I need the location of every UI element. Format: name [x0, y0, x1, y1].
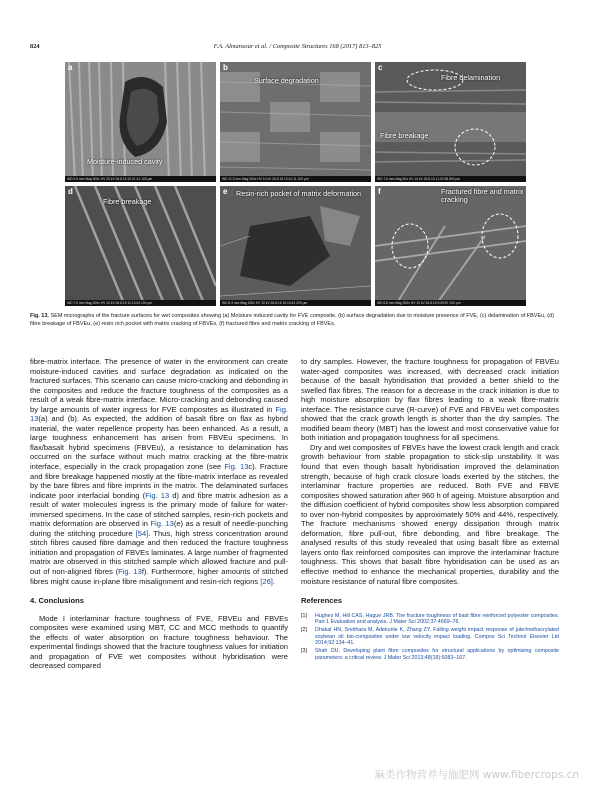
- panel-label: Resin-rich pocket of matrix deformation: [236, 189, 362, 198]
- reference-text[interactable]: Dhakal HN, Sreithara M, Adekunle K, Zhang ZY. Falling weight impact response of jute/methacrylated soybean oil bio-composites under low velocity impact loading. Compos Sci Technol Elsevier Ltd 2014;92:134–41.: [315, 627, 559, 647]
- section-heading: 4. Conclusions: [30, 596, 85, 606]
- caption-text: SEM micrographs of the fracture surfaces for wet composites showing (a) Moisture induced cavity for FVE composite, (b) surface degradation due to moisture presence of FVE, (c) delamination of FBVEu, (d) fibre breakage of FBVEu, (e) resin rich pocket with matrix cracking of FBVEs, (f) fractured fibre and matrix cracking of FBVEs.: [30, 313, 554, 327]
- figure-link[interactable]: Fig. 13: [30, 404, 288, 424]
- references-heading: References: [301, 596, 342, 606]
- citation-link[interactable]: [54]: [135, 528, 149, 538]
- reference-number: [1]: [301, 612, 307, 619]
- figure-link[interactable]: Fig. 13: [224, 462, 249, 472]
- text-run: (e) as a result of needle-punching during the stitching procedure: [30, 519, 288, 538]
- text-run: c). Fracture and fibre breakage happened mostly at the fibre-matrix interface as revealed by the bare fibres and fibre imprints in the matrix. The delaminated surfaces indicate poor interfacial bonding (: [30, 462, 288, 500]
- sem-info-bar: WD 8.4 mm Mag 150x HV 10 kV 26.8.15 10:10:41 200 μm: [220, 300, 371, 306]
- citation-link[interactable]: [26]: [260, 576, 273, 586]
- panel-letter: b: [223, 63, 228, 72]
- panel-label: Fibre breakage: [103, 197, 152, 206]
- sem-panel-f: [375, 186, 526, 306]
- panel-letter: c: [378, 63, 383, 72]
- body-paragraph: Mode I interlaminar fracture toughness of FVE, FBVEu and FBVEs composites were examined using MBT, CC and MCC methods to quantify the effects of water absorption on fracture toughness behaviour. The experimental findings showed that the fracture toughness values for initiation and propagation of FVE wet composites without hybridisation were decreased compared: [30, 613, 288, 671]
- text-run: d) and fibre matrix adhesion as a result of water molecules ingress is the primary mode of failure for water-immersed specimens. In the case of stitched samples, resin-rich pockets and matrix deformation are observed in: [30, 490, 288, 529]
- panel-label-secondary: Fibre breakage: [380, 131, 429, 140]
- reference-item[interactable]: [301, 613, 559, 626]
- panel-letter: f: [378, 187, 381, 196]
- caption-label: Fig. 13.: [30, 313, 49, 319]
- sem-panel-e: [220, 186, 371, 306]
- right-column: [301, 357, 559, 663]
- sem-image-e: [220, 186, 371, 306]
- reference-item[interactable]: [301, 648, 559, 661]
- text-run: .: [272, 576, 275, 586]
- references-list: [301, 613, 559, 662]
- running-title: F.A. Almansour et al. / Composite Structures 168 (2017) 813–825: [213, 43, 382, 50]
- panel-label: Fractured fibre and matrix cracking: [441, 187, 524, 205]
- text-run: fibre-matrix interface. The presence of water in the environment can create moisture-induced cavities and surface degradation as indicated on the fractured surfaces. This scenario can cause micro-cracking and debonding in the composites and reduce the fracture toughness of the composites as a result of a weak fibre-matrix interface. Micro-cracking and debonding caused by large amounts of water ingress for FVE composites as illustrated in: [30, 357, 288, 414]
- sem-info-bar: WD 7.6 mm Mag 50x HV 10 kV 26.8.15 11:00:38 800 μm: [375, 176, 526, 182]
- panel-label: Surface degradation: [254, 76, 319, 85]
- panel-letter: e: [223, 187, 228, 196]
- figure-13: [65, 62, 552, 308]
- sem-panel-a: [65, 62, 216, 182]
- text-run: f). Furthermore, higher amounts of stitched fibres might cause in-plane fibre misalignment and resin-rich regions: [30, 567, 288, 586]
- reference-number: [3]: [301, 648, 307, 655]
- page-number: 824: [30, 43, 40, 50]
- panel-label: Moisture-induced cavity: [87, 157, 163, 166]
- sem-panel-b: [220, 62, 371, 182]
- panel-label: Fibre delamination: [441, 73, 501, 82]
- reference-text[interactable]: Shah DU. Developing plant fibre composites for structural applications by optimising composite parameters: a critical review. J Mater Sci 2013;48(18):6083–107.: [315, 648, 559, 661]
- body-paragraph: Dry and wet composites of FBVEs have the lowest crack length and crack growth behaviour from stable propagation to stick-slip unstability. It was found that even though basalt hybridisation improved the delamination strength, because of high crack closure loads exerted by the stitches, the interlaminar fracture properties are reduced. Both FVE and FBVE composites showed saturation after 960 h of ageing. Moisture absorption and the diffusion coefficient of hybrid composites show less absorption compared to over non-hybrid composites by approximately 50% and 44%, respectively. The fracture mechanisms showed energy dissipation through matrix deformation, fibre pull-out, fibre debonding, and fibre breakage. The analysed results of this study revealed that using basalt fibre as external layers onto flax reinforced composites can improve the interlaminar fracture toughness. This shows that basalt fibre hybridisation can be used as an effective method to enhance the mechanical properties, durability and the moisture resistance of natural fibre composites.: [301, 442, 560, 586]
- watermark: 麻类作物营养与施肥网 www.fibercrops.cn: [374, 769, 579, 781]
- sem-panel-c: [375, 62, 526, 182]
- body-paragraph: to dry samples. However, the fracture toughness for propagation of FBVEu water-aged composites was increased, with decreased crack initiation because of the basalt hybridisation that provided a better shield to the swelled flax fibres. The reason for a decrease in the crack initiation is due to high moisture absorption by flax fibres leading to a weak fibre-matrix interface. The resistance curve (R-curve) of FVE and FBVEu wet composites showed that the crack growth length is shorter than the dry samples. The modified beam theory (MBT) has the lowest and most conservative value for both initiation and propagation toughness for all specimens.: [301, 357, 559, 443]
- reference-text[interactable]: Hughes M, Hill CAS, Hague JRB. The fracture toughness of bast fibre reinforced polyester composites. Part 1 Evaluation and analysis. J Mater Sci 2002;37:4669–76.: [315, 612, 559, 626]
- sem-info-bar: WD 11.0 mm Mag 300x HV 10 kV 26.8.15 10:10:11 100 μm: [220, 176, 371, 182]
- panel-letter: d: [68, 187, 73, 196]
- figure-link[interactable]: Fig. 13: [150, 519, 174, 529]
- panel-letter: a: [68, 63, 73, 72]
- text-run: (a) and (b). As expected, the addition of basalt fibre on flax as hybrid material, the water repellence property has been enhanced. As a result, a large toughness enhancement has arisen from FBVEu specimens. In flax/basalt hybrid specimens (FBVEu), a resistance to delamination has occurred on the surface without much matrix cracking at the fibre-matrix interface, especially in the crack propagation zone (see: [30, 414, 288, 472]
- body-paragraph: [30, 357, 288, 586]
- figure-caption: [30, 313, 565, 328]
- running-header: [30, 43, 565, 55]
- sem-panel-d: [65, 186, 216, 306]
- sem-info-bar: WD 9.6 mm Mag 300x HV 20 kV 26.8.15 10:21:41 100 μm: [65, 176, 216, 182]
- sem-info-bar: WD 6.8 mm Mag 300x HV 10 kV 26.8.15 9:09:57 100 μm: [375, 300, 526, 306]
- sem-info-bar: WD 7.6 mm Mag 300x HV 10 kV 26.8.15 11:13:03 100 μm: [65, 300, 216, 306]
- figure-link[interactable]: Fig. 13: [145, 490, 170, 500]
- left-column: [30, 357, 288, 671]
- figure-link[interactable]: Fig. 13: [118, 567, 142, 577]
- text-run: . Thus, high stress concentration around stitch fibres caused fibre damage and then reduced the fracture toughness initiation and propagation of FBVEs laminates. A large number of fragmented matrix are observed in this stitched sample which allowed fracture and pull-out of non-aligned fibres (: [30, 528, 288, 577]
- reference-item[interactable]: [301, 627, 559, 647]
- reference-number: [2]: [301, 627, 307, 634]
